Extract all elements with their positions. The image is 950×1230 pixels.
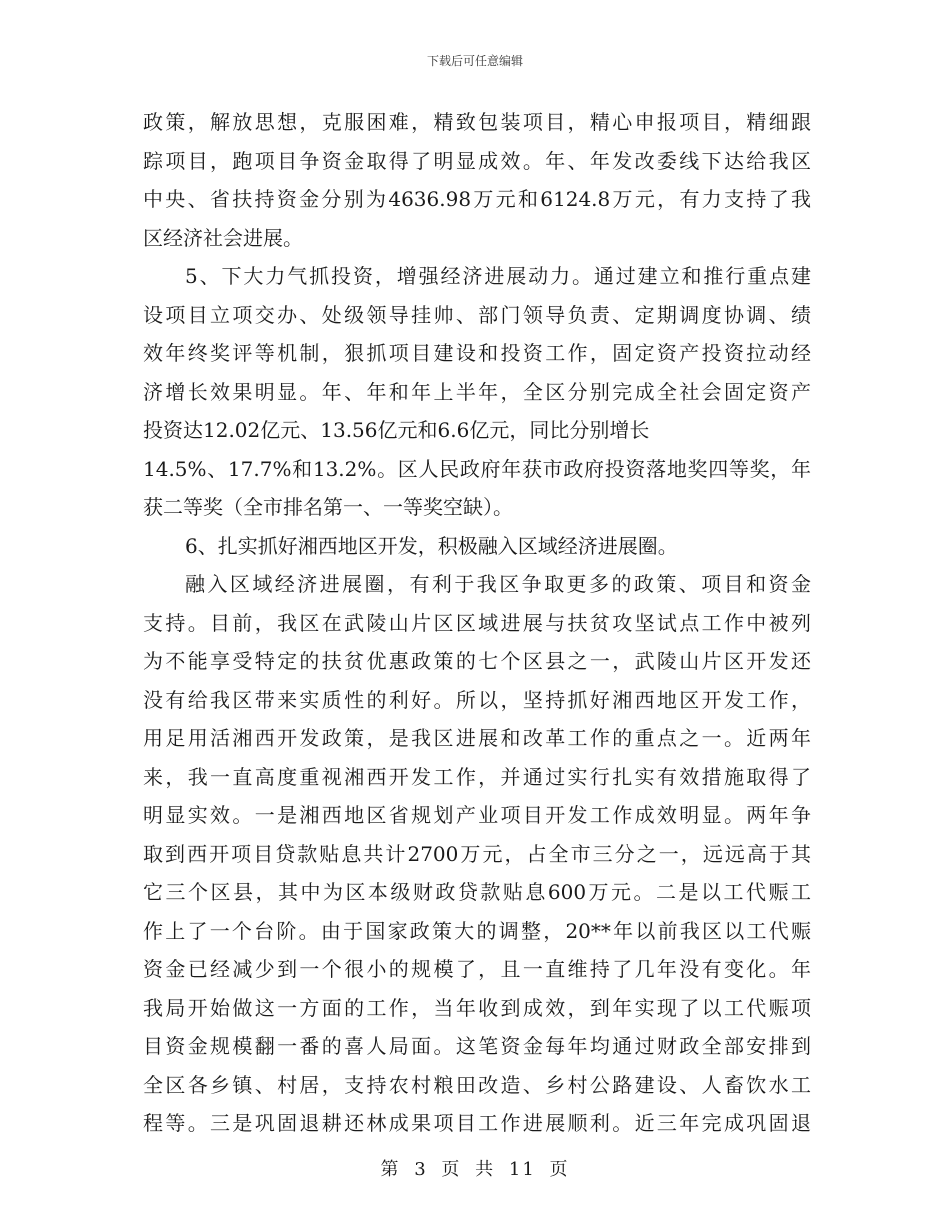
text-line: 明显实效。一是湘西地区省规划产业项目开发工作成效明显。两年争 — [143, 803, 811, 827]
text-line: 我局开始做这一方面的工作，当年收到成效，到年实现了以工代赈项 — [143, 995, 811, 1020]
text-line: 6、扎实抓好湘西地区开发，积极融入区域经济进展圈。 — [185, 533, 678, 558]
text-line: 14.5%、17.7%和13.2%。区人民政府年获市政府投资落地奖四等奖，年 — [143, 456, 811, 481]
text-line: 设项目立项交办、处级领导挂帅、部门领导负责、定期调度协调、绩 — [143, 302, 811, 327]
text-line: 它三个区县，其中为区本级财政贷款贴息600万元。二是以工代赈工 — [143, 880, 811, 904]
footer-current-page: 3 — [414, 1159, 428, 1180]
text-line: 为不能享受特定的扶贫优惠政策的七个区县之一，武陵山片区开发还 — [143, 649, 811, 673]
text-line: 5、下大力气抓投资，增强经济进展动力。通过建立和推行重点建 — [185, 264, 811, 288]
text-line: 目资金规模翻一番的喜人局面。这笔资金每年均通过财政全部安排到 — [143, 1034, 811, 1058]
footer-prefix: 第 — [380, 1159, 401, 1180]
text-line: 济增长效果明显。年、年和年上半年，全区分别完成全社会固定资产 — [143, 379, 811, 404]
page-footer — [0, 1155, 950, 1181]
footer-total-pages: 11 — [508, 1159, 536, 1180]
text-line: 取到西开项目贷款贴息共计2700万元，占全市三分之一，远远高于其 — [143, 841, 811, 866]
text-line: 支持。目前，我区在武陵山片区区域进展与扶贫攻坚试点工作中被列 — [143, 610, 811, 635]
footer-middle1: 页 — [441, 1159, 462, 1180]
text-line: 没有给我区带来实质性的利好。所以，坚持抓好湘西地区开发工作， — [143, 687, 811, 712]
text-line: 来，我一直高度重视湘西开发工作，并通过实行扎实有效措施取得了 — [143, 764, 811, 789]
text-line: 效年终奖评等机制，狠抓项目建设和投资工作，固定资产投资拉动经 — [143, 341, 811, 365]
text-line: 用足用活湘西开发政策，是我区进展和改革工作的重点之一。近两年 — [143, 726, 811, 750]
text-line: 区经济社会进展。 — [143, 225, 303, 250]
text-line: 踪项目，跑项目争资金取得了明显成效。年、年发改委线下达给我区 — [143, 148, 811, 173]
text-line: 融入区域经济进展圈，有利于我区争取更多的政策、项目和资金 — [185, 572, 811, 596]
footer-middle2: 共 — [475, 1159, 496, 1180]
page-header-note: 下载后可任意编辑 — [426, 54, 523, 68]
text-line: 中央、省扶持资金分别为4636.98万元和6124.8万元，有力支持了我 — [143, 187, 811, 211]
text-line: 获二等奖（全市排名第一、一等奖空缺）。 — [143, 495, 513, 519]
text-line: 作上了一个台阶。由于国家政策大的调整，20**年以前我区以工代赈 — [143, 918, 811, 943]
document-body — [143, 103, 811, 1143]
footer-suffix: 页 — [549, 1159, 570, 1180]
text-line: 程等。三是巩固退耕还林成果项目工作进展顺利。近三年完成巩固退 — [143, 1111, 811, 1135]
text-line: 全区各乡镇、村居，支持农村粮田改造、乡村公路建设、人畜饮水工 — [143, 1072, 811, 1097]
text-line: 资金已经减少到一个很小的规模了，且一直维持了几年没有变化。年 — [143, 957, 811, 981]
text-line: 投资达12.02亿元、13.56亿元和6.6亿元，同比分别增长 — [143, 418, 650, 442]
text-line: 政策，解放思想，克服困难，精致包装项目，精心申报项目，精细跟 — [143, 110, 811, 134]
